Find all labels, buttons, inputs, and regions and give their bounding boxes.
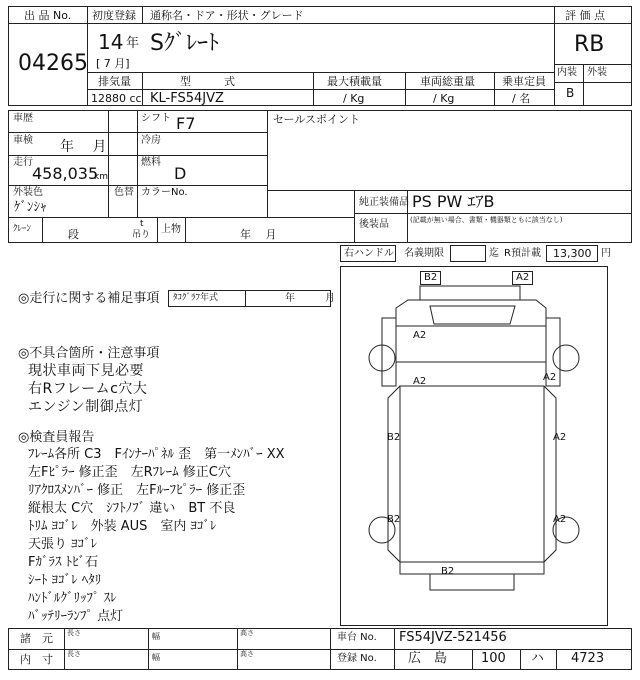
mark-b2-lower-left: B2 xyxy=(387,514,401,525)
mark-a2-right: A2 xyxy=(543,372,557,383)
max-load-label: 最大積載量 xyxy=(327,75,382,88)
inspector-line: Fｶﾞﾗｽ ﾄﾋﾞ石 xyxy=(28,555,99,570)
defect-item: 現状車両下見必要 xyxy=(28,363,144,379)
inspector-line: ﾌﾚｰﾑ各所 C3 Fｲﾝﾅｰﾊﾟﾈﾙ 歪 第一ﾒﾝﾊﾞｰ XX xyxy=(28,447,285,462)
shift-label: シフト xyxy=(141,113,171,124)
year: 14 xyxy=(98,30,124,54)
crane-stage: 段 xyxy=(68,228,79,241)
capacity-value: / 名 xyxy=(512,92,531,105)
first-reg-label: 初度登録 xyxy=(92,9,136,22)
inspector-line: 縦根太 C穴 ｼﾌﾄﾉﾌﾞ 違い BT 不良 xyxy=(28,501,236,516)
defect-item: 右Rフレームc穴大 xyxy=(28,381,148,397)
inspection-label: 車検 xyxy=(13,135,33,146)
handle: 右ハンドル xyxy=(344,248,394,259)
inspector-line: 左Fﾋﾟﾗｰ 修正歪 左Rﾌﾚｰﾑ 修正C穴 xyxy=(28,465,231,480)
tachograph-value: 年 月 xyxy=(285,293,335,304)
interior-label: 内装 xyxy=(557,67,577,78)
mark-a2-top: A2 xyxy=(512,271,533,285)
name-change-label: 名義期限 xyxy=(404,248,444,259)
model-label: 通称名・ドア・形状・グレード xyxy=(150,9,304,22)
r-mileage-value: 13,300 xyxy=(553,247,592,260)
upper-value: 年 月 xyxy=(240,228,277,241)
supplement-title: ◎走行に関する補足事項 xyxy=(18,291,160,306)
mark-b2-bottom: B2 xyxy=(441,566,455,577)
cargo-floor xyxy=(400,386,544,562)
wheel-front-right xyxy=(553,345,579,371)
fuel-value: D xyxy=(174,164,187,183)
mark-a2-left: A2 xyxy=(413,376,427,387)
capacity-label: 乗車定員 xyxy=(502,75,546,88)
year-unit: 年 xyxy=(126,36,140,51)
history-label: 車歴 xyxy=(13,113,33,124)
shift-value: F7 xyxy=(176,114,196,133)
defects-title: ◎不具合箇所・注意事項 xyxy=(18,346,160,361)
inspector-line: ﾄﾘﾑ ﾖｺﾞﾚ 外装 AUS 室内 ﾖｺﾞﾚ xyxy=(28,519,217,534)
truck-diagram xyxy=(340,266,608,626)
cab-roof xyxy=(420,286,520,300)
model-code-label: 型 式 xyxy=(180,75,235,88)
reg-num: 4723 xyxy=(571,651,605,666)
interior-dims-label: 内 寸 xyxy=(20,653,53,666)
equipment-label: 純正装備品 xyxy=(359,197,409,208)
mark-b2-top: B2 xyxy=(420,271,441,285)
cab-front xyxy=(396,300,546,326)
fuel-label: 燃料 xyxy=(141,157,161,168)
inspector-line: ﾘｱｸﾛｽﾒﾝﾊﾞｰ 修正 左Fﾙｰﾌﾋﾟﾗｰ 修正歪 xyxy=(28,483,246,498)
max-load-value: / Kg xyxy=(343,92,365,105)
retrofit-label: 後装品 xyxy=(359,219,389,230)
rating-label: 評 価 点 xyxy=(565,9,605,22)
inspector-line: ﾊﾞｯﾃﾘｰﾗﾝﾌﾟ 点灯 xyxy=(28,609,124,624)
rating-value: RB xyxy=(574,32,605,57)
lot-number: 04265 xyxy=(18,51,88,76)
reg-area: 広 島 xyxy=(408,651,448,666)
r-mileage-unit: 円 xyxy=(601,248,611,259)
rear-gate xyxy=(400,562,544,574)
crane-hook: 吊り xyxy=(132,230,151,240)
displacement-value: 12880 cc xyxy=(91,92,142,105)
grade: Sｸﾞﾚｰﾄ xyxy=(150,31,219,56)
chassis-label: 車台 No. xyxy=(337,632,377,643)
reg-class: 100 xyxy=(481,651,506,666)
windshield xyxy=(430,306,515,324)
color-value: ｹﾞﾝｼｬ xyxy=(14,200,47,215)
dims-label: 諸 元 xyxy=(20,632,53,645)
length-label-2: 長さ xyxy=(67,650,81,658)
defect-item: エンジン制御点灯 xyxy=(28,399,144,415)
chassis-no: FS54JVZ-521456 xyxy=(399,630,507,645)
exterior-label: 外装 xyxy=(587,67,607,78)
inspector-title: ◎検査員報告 xyxy=(18,430,95,445)
color-label: 外装色 xyxy=(13,187,43,198)
inspector-line: ｼｰﾄ ﾖｺﾞﾚ ﾍﾀﾘ xyxy=(28,573,102,588)
reg-label: 登録 No. xyxy=(337,653,377,664)
crane-label: ｸﾚｰﾝ xyxy=(13,224,32,234)
model-code-value: KL-FS54JVZ xyxy=(150,91,224,106)
inspector-line: ﾊﾝﾄﾞﾙｸﾞﾘｯﾌﾟ ｽﾚ xyxy=(28,591,117,606)
month: [ 7 月] xyxy=(96,57,130,70)
reg-kana: ハ xyxy=(531,651,545,666)
crane-ton: t xyxy=(140,219,144,229)
mark-a2-mid-right: A2 xyxy=(553,432,567,443)
height-label-1: 高さ xyxy=(240,629,254,637)
lot-label: 出 品 No. xyxy=(24,9,72,22)
interior-grade: B xyxy=(566,86,575,100)
name-change-box xyxy=(450,245,486,262)
height-label-2: 高さ xyxy=(240,650,254,658)
inspector-line: 天張り ﾖｺﾞﾚ xyxy=(28,537,98,552)
inspection-value: 年 月 xyxy=(60,139,107,155)
mileage-value: 458,035 xyxy=(32,164,99,183)
equipment-value: PS PW ｴｱB xyxy=(412,192,495,211)
color-no-label: 色替 xyxy=(114,187,134,198)
gross-weight-label: 車両総重量 xyxy=(420,75,475,88)
aircon-label: 冷房 xyxy=(141,135,161,146)
tachograph-label: ﾀｺｸﾞﾗﾌ年式 xyxy=(173,293,219,303)
width-label-2: 幅 xyxy=(152,653,160,662)
mark-b2-mid-left: B2 xyxy=(387,432,401,443)
displacement-label: 排気量 xyxy=(98,75,131,88)
color-code-label: カラーNo. xyxy=(141,187,188,198)
gross-weight-value: / Kg xyxy=(433,92,455,105)
retrofit-note: (記載が無い場合、書類・機器類ともに該当なし) xyxy=(410,216,563,224)
mileage-label: 走行 xyxy=(13,157,33,168)
r-mileage-label: R預計載 xyxy=(504,248,541,259)
upper-label: 上物 xyxy=(161,224,181,235)
width-label-1: 幅 xyxy=(152,632,160,641)
mark-a2-cab: A2 xyxy=(413,330,427,341)
length-label-1: 長さ xyxy=(67,629,81,637)
mark-a2-lower-right: A2 xyxy=(553,514,567,525)
mileage-unit: km xyxy=(94,172,108,182)
name-change-sep: 迄 xyxy=(489,248,499,259)
sales-point-label: セールスポイント xyxy=(273,113,361,126)
